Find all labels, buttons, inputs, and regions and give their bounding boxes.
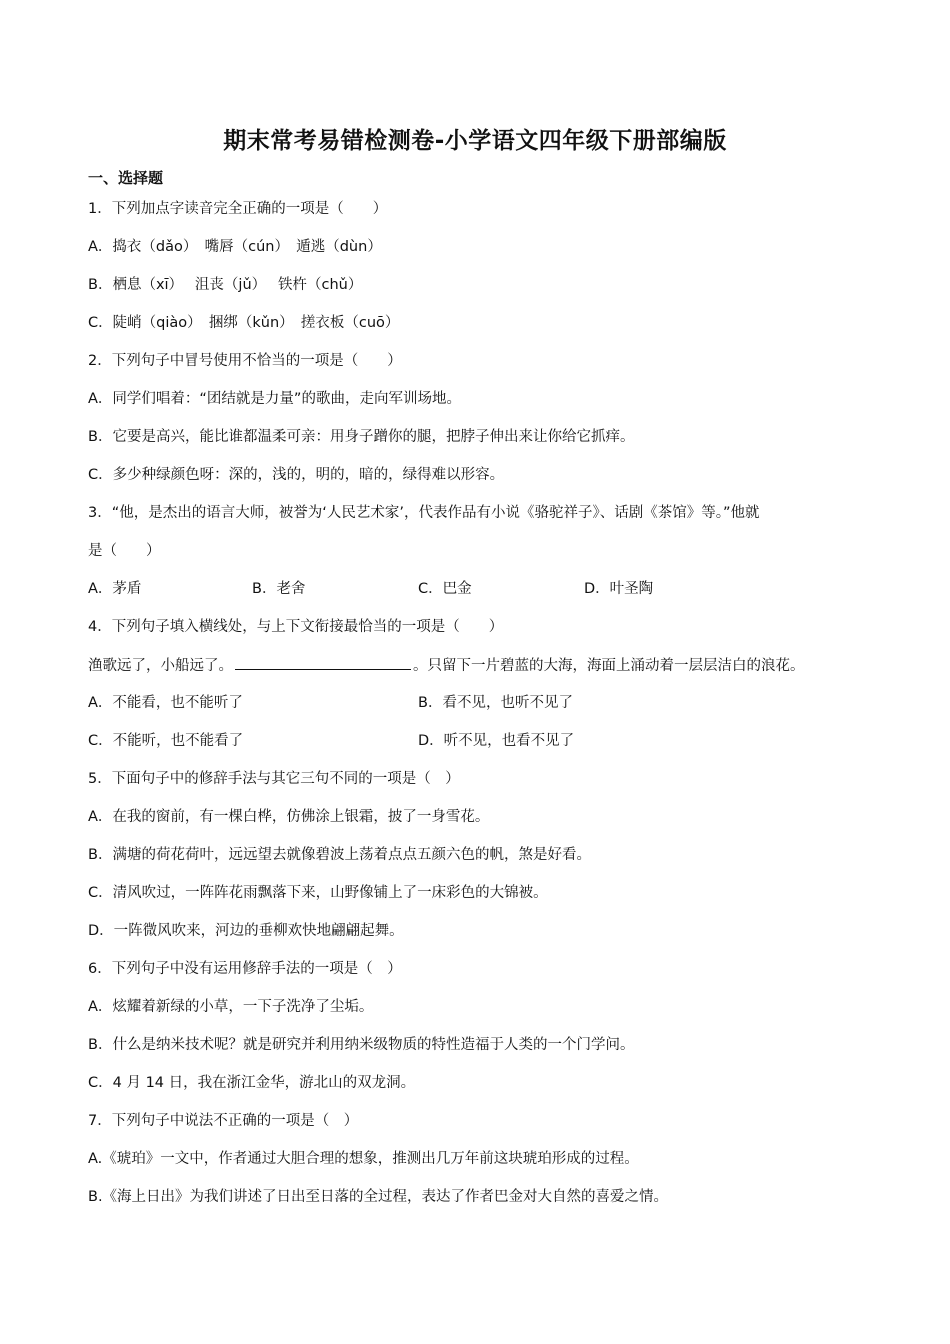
question-5-stem: 5．下面句子中的修辞手法与其它三句不同的一项是（ ） <box>88 771 460 787</box>
question-3-option-d: D．叶圣陶 <box>584 581 654 597</box>
question-6-option-a: A．炫耀着新绿的小草，一下子洗净了尘垢。 <box>88 999 374 1015</box>
question-5-option-c: C．清风吹过，一阵阵花雨飘落下来，山野像铺上了一床彩色的大锦被。 <box>88 885 548 901</box>
fill-blank-line <box>235 655 411 670</box>
question-7-stem: 7．下列句子中说法不正确的一项是（ ） <box>88 1113 359 1129</box>
question-6-option-c: C．4 月 14 日，我在浙江金华，游北山的双龙洞。 <box>88 1075 416 1091</box>
question-5-option-b: B．满塘的荷花荷叶，远远望去就像碧波上荡着点点五颜六色的帆，煞是好看。 <box>88 847 591 863</box>
question-6-stem: 6．下列句子中没有运用修辞手法的一项是（ ） <box>88 961 402 977</box>
question-7-option-b: B.《海上日出》为我们讲述了日出至日落的全过程，表达了作者巴金对大自然的喜爱之情。 <box>88 1189 669 1205</box>
question-4-option-b: B．看不见，也听不见了 <box>418 695 573 711</box>
question-3-option-b: B．老舍 <box>252 581 306 597</box>
question-2-stem: 2．下列句子中冒号使用不恰当的一项是（ ） <box>88 353 402 369</box>
question-4-option-a: A．不能看，也不能听了 <box>88 695 243 711</box>
question-2-option-c: C．多少种绿颜色呀：深的，浅的，明的，暗的，绿得难以形容。 <box>88 467 505 483</box>
question-4-context-before: 渔歌远了，小船远了。 <box>88 658 233 674</box>
question-4-context <box>88 655 805 676</box>
section-heading: 一、选择题 <box>88 169 164 187</box>
question-2-option-b: B．它要是高兴，能比谁都温柔可亲：用身子蹭你的腿，把脖子伸出来让你给它抓痒。 <box>88 429 635 445</box>
question-5-option-d: D．一阵微风吹来，河边的垂柳欢快地翩翩起舞。 <box>88 923 404 939</box>
question-4-context-after: 。只留下一片碧蓝的大海，海面上涌动着一层层洁白的浪花。 <box>413 658 805 674</box>
question-1-option-c: C．陡峭（qiào） 捆绑（kǔn） 搓衣板（cuō） <box>88 315 400 331</box>
question-1-option-a: A．捣衣（dǎo） 嘴唇（cún） 遁逃（dùn） <box>88 239 382 255</box>
question-3-option-c: C．巴金 <box>418 581 472 597</box>
question-6-option-b: B．什么是纳米技术呢？就是研究并利用纳米级物质的特性造福于人类的一个门学问。 <box>88 1037 635 1053</box>
question-4-stem: 4．下列句子填入横线处，与上下文衔接最恰当的一项是（ ） <box>88 619 504 635</box>
question-1-stem: 1．下列加点字读音完全正确的一项是（ ） <box>88 201 388 217</box>
question-2-option-a: A．同学们唱着：“团结就是力量”的歌曲，走向军训场地。 <box>88 391 461 407</box>
question-1-option-b: B．栖息（xī） 沮丧（jǔ） 铁杵（chǔ） <box>88 277 363 293</box>
question-4-option-d: D．听不见，也看不见了 <box>418 733 575 749</box>
question-5-option-a: A．在我的窗前，有一棵白桦，仿佛涂上银霜，披了一身雪花。 <box>88 809 490 825</box>
question-3-stem-line1: 3．“他，是杰出的语言大师，被誉为‘人民艺术家’，代表作品有小说《骆驼祥子》、话剧《茶馆》等。”他就 <box>88 505 760 521</box>
page-title: 期末常考易错检测卷-小学语文四年级下册部编版 <box>223 128 727 154</box>
question-7-option-a: A.《琥珀》一文中，作者通过大胆合理的想象，推测出几万年前这块琥珀形成的过程。 <box>88 1151 639 1167</box>
question-3-option-a: A．茅盾 <box>88 581 142 597</box>
question-4-option-c: C．不能听，也不能看了 <box>88 733 244 749</box>
question-3-stem-line2: 是（ ） <box>88 543 161 559</box>
